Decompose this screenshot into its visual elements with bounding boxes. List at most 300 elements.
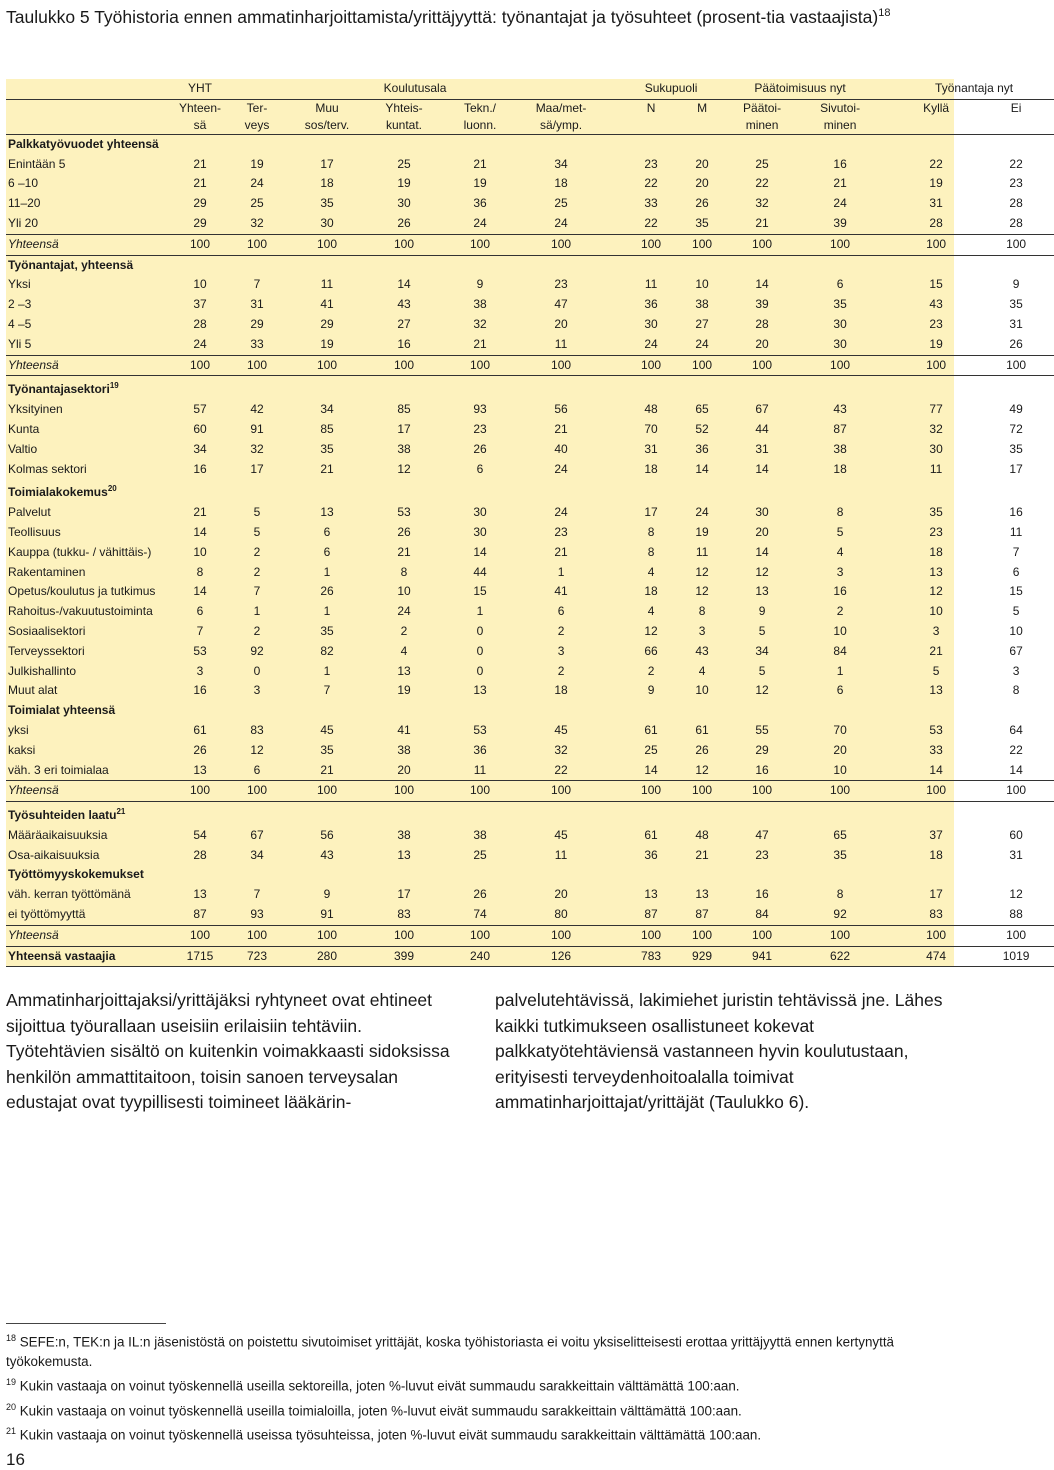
table-cell: 24: [554, 505, 568, 520]
table-cell: 6: [1012, 564, 1020, 579]
table-cell: 100: [226, 234, 288, 255]
section-heading-text: Työsuhteiden laatu: [8, 808, 117, 823]
table-cell: 31: [250, 297, 264, 312]
table-cell: 38: [397, 441, 411, 456]
table-cell: 26: [193, 742, 207, 757]
spacer-cell: [604, 563, 620, 583]
table-cell: 36: [473, 196, 487, 211]
table-cell: 26: [397, 524, 411, 539]
table-cell: 15: [1009, 584, 1023, 599]
table-cell: 2: [836, 604, 844, 619]
table-cell: 100: [226, 925, 288, 946]
table-cell: 29: [250, 316, 264, 331]
table-cell: 67: [250, 827, 264, 842]
table-cell: 11: [1009, 524, 1023, 539]
table-cell: 5: [932, 663, 940, 678]
table-cell: 61: [644, 827, 658, 842]
table-cell: 100: [518, 925, 604, 946]
spacer-cell: [878, 99, 894, 117]
table-cell: 37: [193, 297, 207, 312]
table-cell: 6: [836, 277, 844, 292]
row-label: Muut alat: [8, 683, 58, 698]
table-cell: 32: [250, 441, 264, 456]
table-cell: 16: [193, 461, 207, 476]
table-cell: 100: [894, 781, 978, 802]
table-cell: 14: [695, 461, 709, 476]
table-cell: 35: [1009, 441, 1023, 456]
table-cell: 92: [250, 643, 264, 658]
table-cell: 9: [323, 887, 331, 902]
table-cell: 19: [397, 683, 411, 698]
row-label: kaksi: [8, 742, 36, 757]
table-cell: 2: [253, 564, 261, 579]
table-cell: 30: [833, 316, 847, 331]
table-cell: 24: [397, 604, 411, 619]
table-cell: 61: [695, 722, 709, 737]
body-column-left: Ammatinharjoittajaksi/yrittäjäksi ryhtyneet ovat ehtineet sijoittua työurallaan useisiin erilaisiin tehtäviin. Työtehtävien sisältö on kuitenkin voimakkaasti sidoksissa henkilön ammattitaitoon, toisin sanoen terveysalan edustajat ovat tyypillisesti toimineet lääkärin-: [6, 990, 450, 1112]
column-header: veys: [226, 117, 288, 135]
table-cell: 14: [755, 277, 769, 292]
table-cell: 100: [894, 234, 978, 255]
body-column-right: palvelutehtävissä, lakimiehet juristin tehtävissä jne. Lähes kaikki tutkimukseen osallistuneet kokevat palkkatyötehtäviensä vastanneen hyvin koulutustaan, erityisesti terveydenhoitoalalla toimivat ammatinharjoittajat/yrittäjät (Taulukko 6).: [495, 990, 943, 1112]
footnote: [6, 1397, 956, 1421]
table-cell: 100: [682, 925, 722, 946]
table-cell: 9: [647, 683, 655, 698]
table-cell: 100: [174, 234, 226, 255]
table-cell: 24: [554, 461, 568, 476]
row-label: Kolmas sektori: [8, 461, 87, 476]
row-label: Määräaikaisuuksia: [8, 827, 108, 842]
table-cell: 100: [722, 925, 802, 946]
footnote-number: 20: [6, 1401, 17, 1412]
row-label: Yhteensä vastaajia: [6, 946, 174, 967]
table-cell: 21: [193, 156, 207, 171]
row-label: Rahoitus-/vakuutustoiminta: [8, 604, 153, 619]
spacer-cell: [604, 721, 620, 741]
table-cell: 17: [397, 421, 411, 436]
table-cell: 47: [755, 827, 769, 842]
title-text: Taulukko 5 Työhistoria ennen ammatinharjoittamista/yrittäjyyttä: työnantajat ja työsuhteet (prosent-tia vastaajista): [6, 6, 879, 27]
table-row: [6, 460, 1054, 480]
table-cell: 66: [644, 643, 658, 658]
header-corner: [6, 99, 174, 117]
table-cell: 5: [253, 524, 261, 539]
spacer-cell: [878, 420, 894, 440]
column-header: Kyllä: [923, 100, 950, 115]
total-row: [6, 234, 1054, 255]
table-cell: 83: [929, 907, 943, 922]
table-cell: 29: [193, 196, 207, 211]
table-cell: 100: [288, 234, 366, 255]
table-cell: 8: [1012, 683, 1020, 698]
table-cell: 19: [250, 156, 264, 171]
table-cell: 67: [1009, 643, 1023, 658]
table-cell: 72: [1009, 421, 1023, 436]
spacer-cell: [878, 622, 894, 642]
spacer-cell: [878, 761, 894, 781]
table-cell: 39: [755, 297, 769, 312]
section-footnote-ref: 21: [116, 807, 126, 817]
table-cell: 20: [755, 336, 769, 351]
table-row: [6, 622, 1054, 642]
table-cell: 1715: [174, 946, 226, 967]
table-cell: 92: [833, 907, 847, 922]
table-cell: 25: [644, 742, 658, 757]
section-heading-text: Työnantajasektori: [8, 382, 110, 397]
section-heading-text: Palkkatyövuodet yhteensä: [8, 136, 159, 151]
spacer-cell: [604, 234, 620, 255]
table-row: [6, 563, 1054, 583]
table-cell: 6: [253, 762, 261, 777]
table-cell: 21: [554, 544, 568, 559]
table-cell: 16: [397, 336, 411, 351]
spacer-cell: [878, 925, 894, 946]
section-heading-row: [6, 255, 1054, 275]
table-cell: 87: [833, 421, 847, 436]
table-cell: 38: [397, 827, 411, 842]
table-cell: 34: [755, 643, 769, 658]
table-cell: 12: [755, 683, 769, 698]
row-label: Yli 5: [8, 336, 32, 351]
table-cell: 82: [320, 643, 334, 658]
table-cell: 100: [366, 234, 442, 255]
spacer-cell: [604, 681, 620, 701]
table-cell: 56: [320, 827, 334, 842]
table-cell: 100: [978, 234, 1054, 255]
table-cell: 17: [644, 505, 658, 520]
column-header: N: [646, 100, 656, 115]
section-heading: [6, 802, 1054, 826]
spacer-cell: [604, 741, 620, 761]
column-header: Ter-: [246, 100, 268, 115]
spacer-cell: [604, 846, 620, 866]
spacer-cell: [878, 662, 894, 682]
spacer-cell: [878, 826, 894, 846]
column-header: Yhteen-: [178, 100, 222, 115]
table-cell: 52: [695, 421, 709, 436]
table-cell: 25: [250, 196, 264, 211]
table-cell: 4: [400, 643, 408, 658]
grand-total-row: [6, 946, 1054, 967]
table-cell: 12: [755, 564, 769, 579]
table-cell: 21: [473, 336, 487, 351]
table-cell: 55: [755, 722, 769, 737]
table-cell: 17: [1009, 461, 1023, 476]
table-cell: 12: [644, 623, 658, 638]
table-cell: 20: [833, 742, 847, 757]
table-cell: 35: [929, 505, 943, 520]
section-heading-row: [6, 376, 1054, 400]
spacer-cell: [878, 315, 894, 335]
table-cell: 6: [836, 683, 844, 698]
spacer-cell: [878, 905, 894, 925]
table-cell: 12: [929, 584, 943, 599]
spacer-cell: [604, 420, 620, 440]
table-cell: 36: [695, 441, 709, 456]
table-cell: 4: [647, 564, 655, 579]
table-cell: 0: [476, 643, 484, 658]
table-cell: 36: [644, 847, 658, 862]
column-header: Sivutoi-: [820, 100, 861, 115]
table-cell: 38: [473, 827, 487, 842]
table-cell: 6: [557, 604, 565, 619]
header-row-2: [6, 99, 1054, 117]
table-cell: 11: [554, 847, 568, 862]
table-cell: 13: [193, 762, 207, 777]
table-cell: 93: [473, 402, 487, 417]
table-cell: 70: [833, 722, 847, 737]
table-cell: 14: [1009, 762, 1023, 777]
table-cell: 30: [473, 505, 487, 520]
table-cell: 8: [698, 604, 706, 619]
row-label: Yhteensä: [6, 925, 174, 946]
table-row: [6, 761, 1054, 781]
table-row: [6, 582, 1054, 602]
table-cell: 91: [250, 421, 264, 436]
section-heading: [6, 865, 1054, 885]
column-header: Muu: [315, 100, 339, 115]
column-header: [894, 117, 978, 135]
table-cell: 100: [978, 925, 1054, 946]
footnote-text: Kukin vastaaja on voinut työskennellä useilla sektoreilla, joten %-luvut eivät summaudu sarakkeittain välttämättä 100:aan.: [16, 1378, 740, 1394]
table-cell: 35: [320, 742, 334, 757]
table-cell: 19: [929, 336, 943, 351]
spacer-cell: [878, 400, 894, 420]
table-cell: 13: [929, 683, 943, 698]
table-cell: 100: [894, 925, 978, 946]
spacer-cell: [604, 761, 620, 781]
table-row: [6, 662, 1054, 682]
table-cell: 53: [397, 505, 411, 520]
table-cell: 16: [755, 887, 769, 902]
spacer-cell: [878, 846, 894, 866]
table-cell: 34: [320, 402, 334, 417]
table-row: [6, 155, 1054, 175]
table-cell: 100: [174, 355, 226, 376]
section-heading: [6, 701, 1054, 721]
table-cell: 26: [695, 742, 709, 757]
table-cell: 28: [755, 316, 769, 331]
table-cell: 7: [253, 887, 261, 902]
table-cell: 26: [320, 584, 334, 599]
header-group-paatoimisuus: Päätoimisuus nyt: [722, 79, 878, 99]
table-cell: 30: [833, 336, 847, 351]
footnote-text: Kukin vastaaja on voinut työskennellä useilla toimialoilla, joten %-luvut eivät summaudu sarakkeittain välttämättä 100:aan.: [16, 1403, 742, 1419]
row-label: 4 –5: [8, 316, 32, 331]
footnote-text: SEFE:n, TEK:n ja IL:n jäsenistöstä on poistettu sivutoimiset yrittäjät, koska työhistoriasta ei voitu yksiselitteisesti erottaa yrittäjyyttä ennen kertynyttä työkokemusta.: [6, 1334, 894, 1370]
table-row: [6, 174, 1054, 194]
table-cell: 5: [758, 663, 766, 678]
table-cell: 11: [320, 277, 334, 292]
table-cell: 38: [695, 297, 709, 312]
spacer-cell: [878, 355, 894, 376]
table-cell: 87: [695, 907, 709, 922]
table-cell: 13: [193, 887, 207, 902]
table-cell: 100: [978, 781, 1054, 802]
table-cell: 85: [397, 402, 411, 417]
table-cell: 100: [682, 781, 722, 802]
row-label: Yksityinen: [8, 402, 63, 417]
table-cell: 100: [288, 925, 366, 946]
table-cell: 21: [193, 176, 207, 191]
table-cell: 1: [323, 564, 331, 579]
table-cell: 35: [320, 196, 334, 211]
table-cell: 31: [755, 441, 769, 456]
table-cell: 10: [833, 762, 847, 777]
table-cell: 13: [929, 564, 943, 579]
table-cell: 4: [698, 663, 706, 678]
spacer-cell: [878, 602, 894, 622]
table-cell: 32: [929, 421, 943, 436]
table-row: [6, 503, 1054, 523]
row-label: Palvelut: [8, 505, 51, 520]
row-label: väh. kerran työttömänä: [8, 887, 131, 902]
table-cell: 30: [320, 215, 334, 230]
row-label: Terveyssektori: [8, 643, 85, 658]
table-cell: 43: [833, 402, 847, 417]
spacer-cell: [878, 275, 894, 295]
table-cell: 38: [473, 297, 487, 312]
table-cell: 25: [397, 156, 411, 171]
table-cell: 23: [473, 421, 487, 436]
table-cell: 31: [1009, 847, 1023, 862]
spacer-cell: [604, 400, 620, 420]
table-cell: 17: [250, 461, 264, 476]
column-header: sä/ymp.: [518, 117, 604, 135]
table-cell: 23: [554, 524, 568, 539]
table-cell: 8: [836, 505, 844, 520]
table-cell: 13: [320, 505, 334, 520]
table-cell: 24: [833, 196, 847, 211]
table-cell: 29: [320, 316, 334, 331]
row-label: Kauppa (tukku- / vähittäis-): [8, 544, 152, 559]
table-cell: 100: [978, 355, 1054, 376]
table-cell: 4: [647, 604, 655, 619]
table-cell: 45: [320, 722, 334, 737]
table-cell: 19: [695, 524, 709, 539]
table-cell: 8: [400, 564, 408, 579]
spacer-cell: [604, 781, 620, 802]
table-cell: 43: [695, 643, 709, 658]
spacer-cell: [604, 174, 620, 194]
table-cell: 23: [755, 847, 769, 862]
spacer-cell: [878, 295, 894, 315]
spacer-cell: [878, 563, 894, 583]
column-header: Ei: [1010, 100, 1022, 115]
table-cell: 22: [644, 215, 658, 230]
table-cell: 100: [620, 925, 682, 946]
header-group-row: [6, 79, 1054, 99]
header-group-tyonantaja: Työnantaja nyt: [894, 79, 1054, 99]
column-header: minen: [722, 117, 802, 135]
row-label: Opetus/koulutus ja tutkimus: [8, 584, 156, 599]
table-row: [6, 721, 1054, 741]
table-cell: 13: [755, 584, 769, 599]
table-cell: 7: [253, 277, 261, 292]
table-cell: 28: [1009, 215, 1023, 230]
table-cell: 11: [554, 336, 568, 351]
table-cell: 24: [250, 176, 264, 191]
table-row: [6, 214, 1054, 234]
table-cell: 100: [802, 781, 878, 802]
table-cell: 93: [250, 907, 264, 922]
table-cell: 26: [473, 887, 487, 902]
table-cell: 2: [253, 544, 261, 559]
table-cell: 25: [755, 156, 769, 171]
table-cell: 12: [695, 564, 709, 579]
table-cell: 100: [442, 355, 518, 376]
table-cell: 27: [397, 316, 411, 331]
table-cell: 126: [518, 946, 604, 967]
table-cell: 100: [620, 781, 682, 802]
spacer-cell: [604, 99, 620, 117]
table-cell: 31: [1009, 316, 1023, 331]
column-header: minen: [802, 117, 878, 135]
table-cell: 8: [647, 544, 655, 559]
table-cell: 100: [894, 355, 978, 376]
table-cell: 7: [323, 683, 331, 698]
table-cell: 38: [833, 441, 847, 456]
row-label: 11–20: [8, 196, 41, 211]
table-cell: 23: [554, 277, 568, 292]
table-cell: 28: [193, 847, 207, 862]
table-cell: 16: [193, 683, 207, 698]
table-cell: 23: [644, 156, 658, 171]
table-cell: 65: [833, 827, 847, 842]
table-cell: 21: [320, 461, 334, 476]
table-cell: 1: [253, 604, 261, 619]
section-heading: [6, 376, 1054, 400]
table-cell: 13: [644, 887, 658, 902]
table-cell: 18: [644, 461, 658, 476]
section-heading-text: Toimialakokemus: [8, 485, 108, 500]
table-cell: 35: [695, 215, 709, 230]
table-cell: 783: [620, 946, 682, 967]
spacer-cell: [604, 503, 620, 523]
table-cell: 15: [473, 584, 487, 599]
table-cell: 19: [397, 176, 411, 191]
table-cell: 2: [557, 663, 565, 678]
spacer-cell: [604, 460, 620, 480]
table-cell: 3: [1012, 663, 1020, 678]
table-cell: 11: [695, 544, 709, 559]
table-cell: 21: [473, 156, 487, 171]
table-cell: 399: [366, 946, 442, 967]
table-row: [6, 420, 1054, 440]
table-cell: 1: [836, 663, 844, 678]
section-heading: [6, 134, 1054, 154]
table-cell: 36: [473, 742, 487, 757]
table-cell: 60: [193, 421, 207, 436]
table-row: [6, 826, 1054, 846]
table-cell: 100: [722, 234, 802, 255]
footnote-number: 18: [6, 1333, 17, 1343]
table-cell: 26: [397, 215, 411, 230]
table-cell: 26: [695, 196, 709, 211]
table-cell: 21: [554, 421, 568, 436]
table-cell: 61: [644, 722, 658, 737]
spacer-cell: [604, 946, 620, 967]
table-cell: 100: [802, 355, 878, 376]
table-row: [6, 523, 1054, 543]
table-cell: 88: [1009, 907, 1023, 922]
section-heading: [6, 255, 1054, 275]
spacer-cell: [604, 523, 620, 543]
table-row: [6, 275, 1054, 295]
table-cell: 3: [932, 623, 940, 638]
table-cell: 23: [929, 316, 943, 331]
row-label: Yhteensä: [6, 355, 174, 376]
